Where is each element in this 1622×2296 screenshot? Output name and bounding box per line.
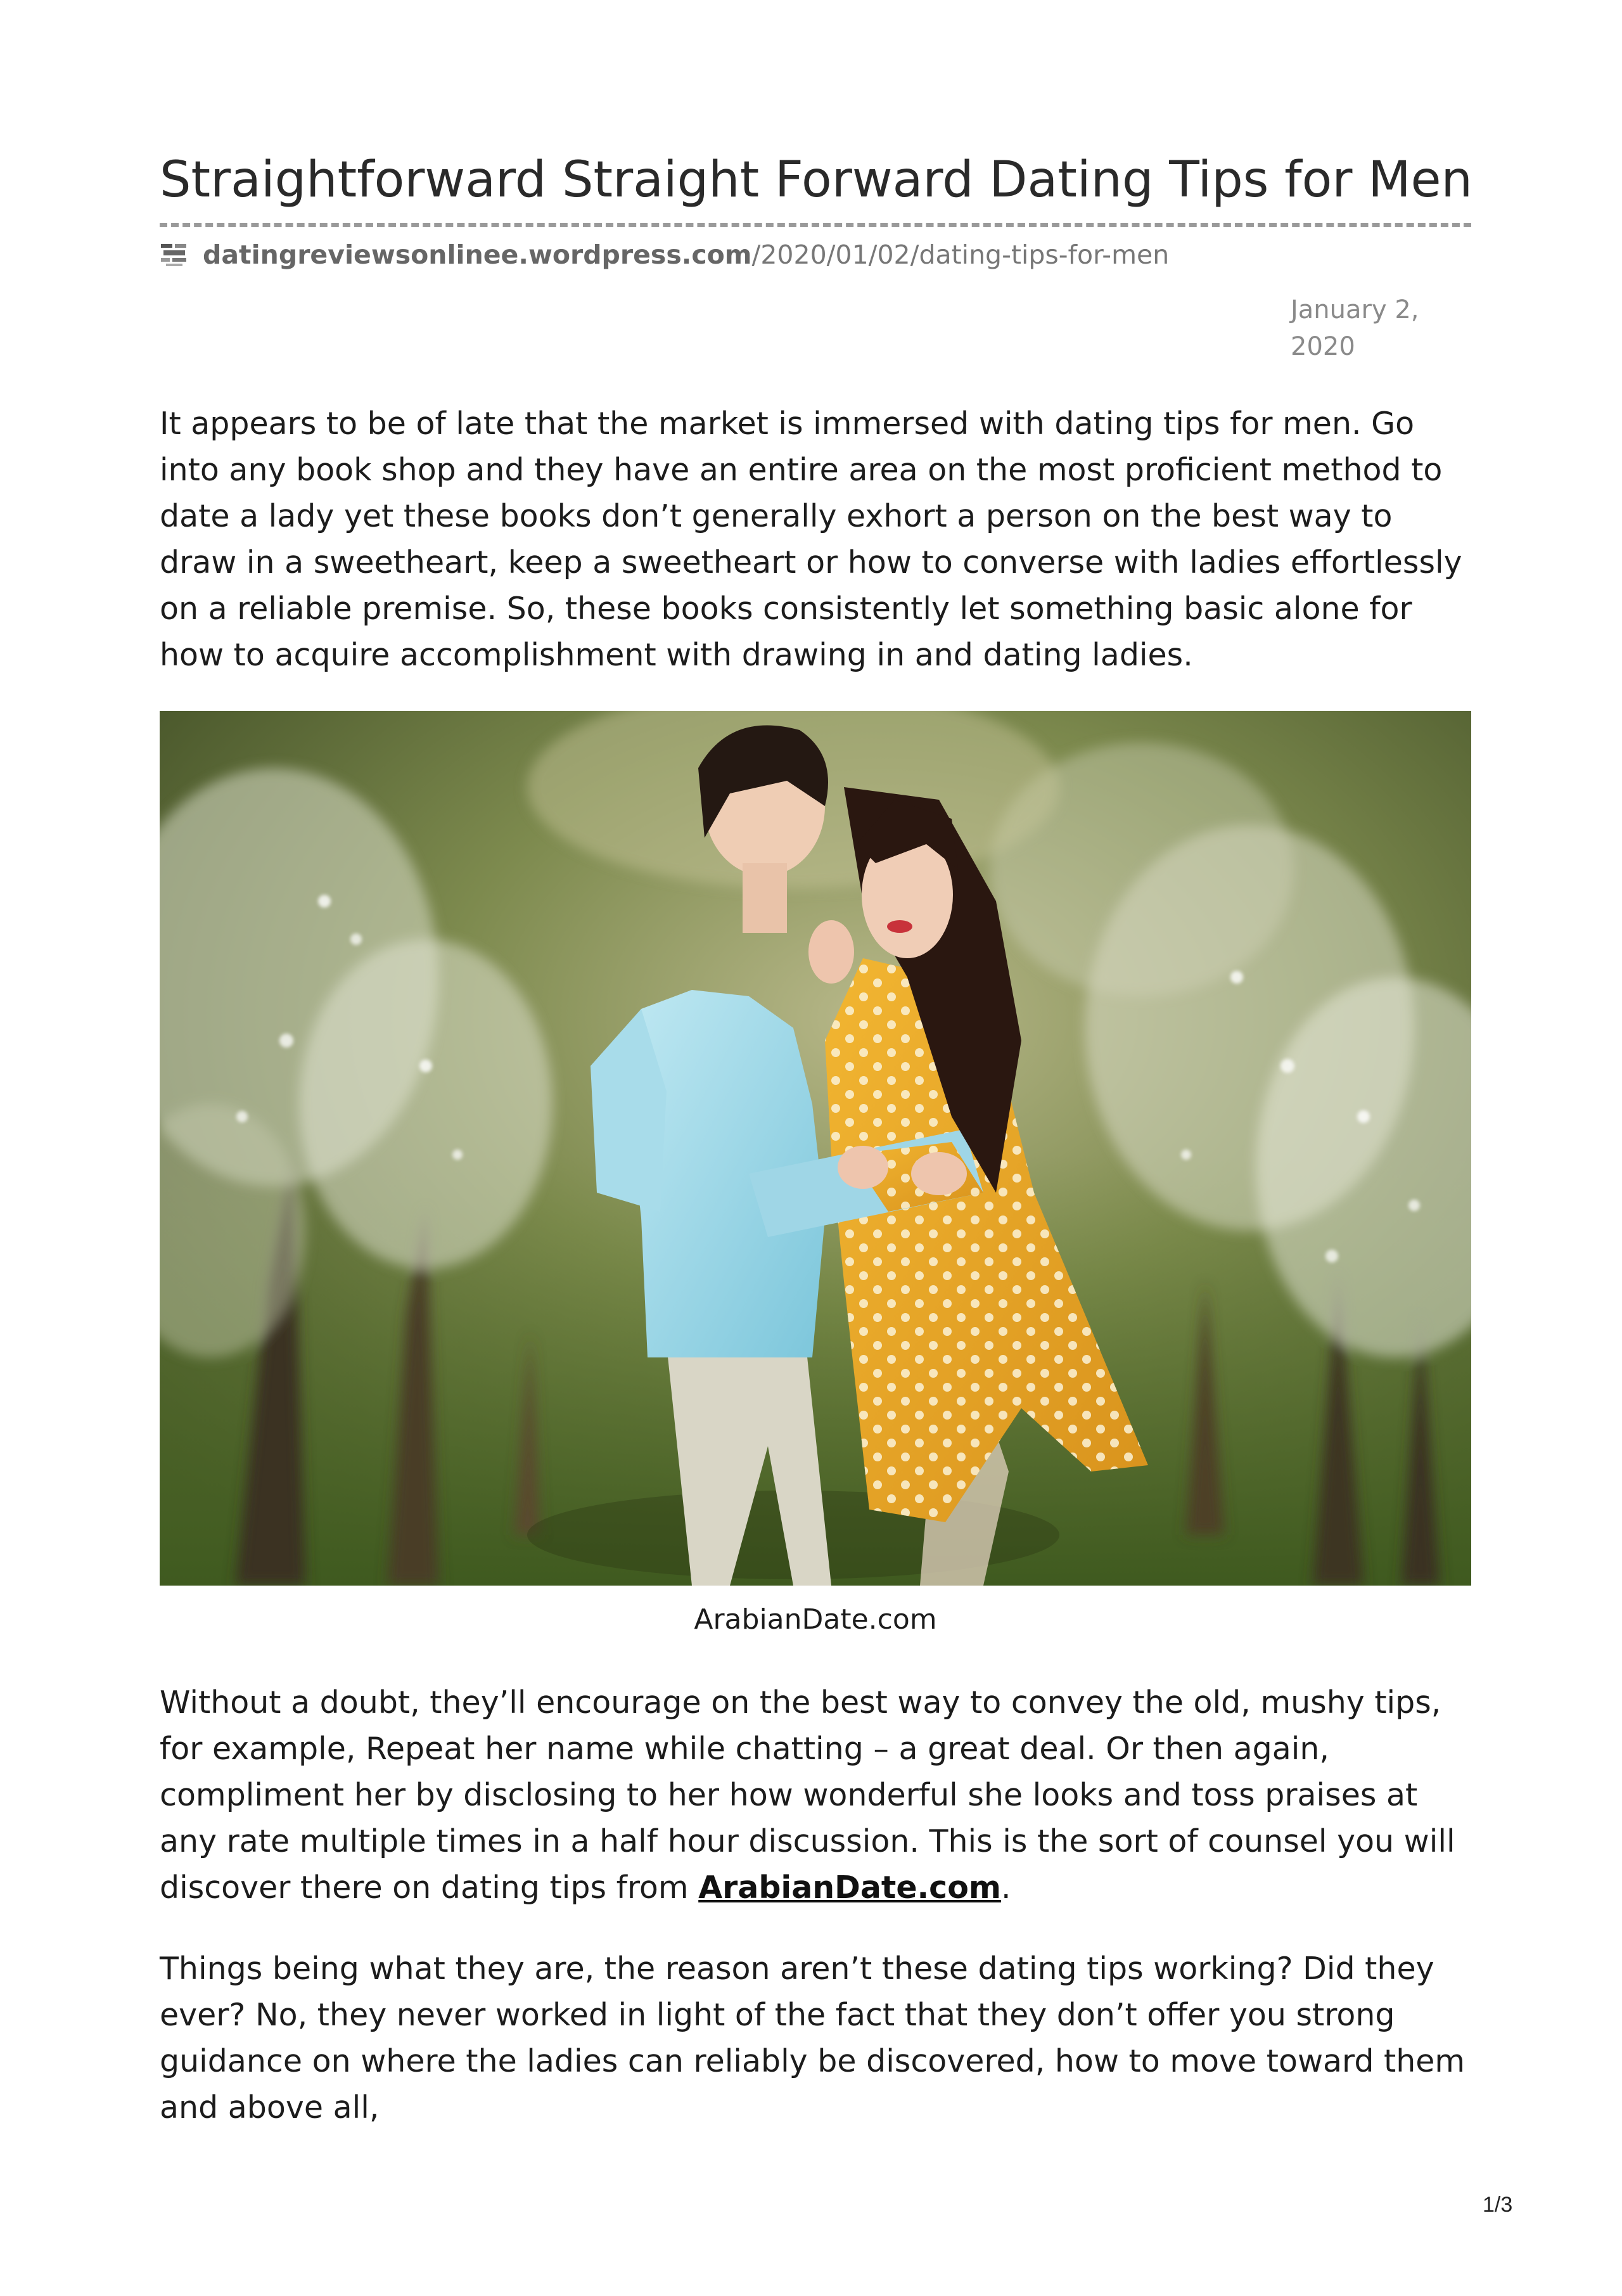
article-title: Straightforward Straight Forward Dating Tips for Men <box>160 151 1472 208</box>
source-path[interactable]: /2020/01/02/dating-tips-for-men <box>751 240 1170 270</box>
title-divider <box>160 223 1471 227</box>
paragraph-second-end: . <box>1000 1870 1011 1906</box>
arabiandate-link[interactable]: ArabianDate.com <box>698 1870 1001 1906</box>
site-favicon-icon <box>160 241 189 268</box>
paragraph-intro: It appears to be of late that the market is immersed with dating tips for men. Go into any book shop and they have an entire area on the most proficient method to date a lady yet these books don’t generally exhort a person on the best way to draw in a sweetheart, keep a sweetheart or how to converse with ladies effortlessly on a reliable premise. So, these books consistently let something basic alone for how to acquire accomplishment with drawing in and dating ladies. <box>160 406 1462 673</box>
page-number: 1/3 <box>1483 2193 1513 2217</box>
image-caption: ArabianDate.com <box>694 1603 937 1636</box>
article-photo <box>160 711 1471 1586</box>
paragraph-second <box>160 1679 1471 1911</box>
publish-date: January 2, 2020 <box>1291 295 1419 361</box>
source-url[interactable] <box>160 240 1169 270</box>
paragraph-second-text: Without a doubt, they’ll encourage on the best way to convey the old, mushy tips, for example, Repeat her name while chatting – a great deal. Or then again, compliment her by disclosing to her how wonderful she looks and toss praises at any rate multiple times in a half hour discussion. This is the sort of counsel you will discover there on dating tips from <box>160 1684 1455 1906</box>
paragraph-third: Things being what they are, the reason aren’t these dating tips working? Did they ever? No, they never worked in light of the fact that they don’t offer you strong guidance on where the ladies can reliably be discovered, how to move toward them and above all, <box>160 1951 1466 2126</box>
source-domain[interactable]: datingreviewsonlinee.wordpress.com <box>203 240 752 270</box>
